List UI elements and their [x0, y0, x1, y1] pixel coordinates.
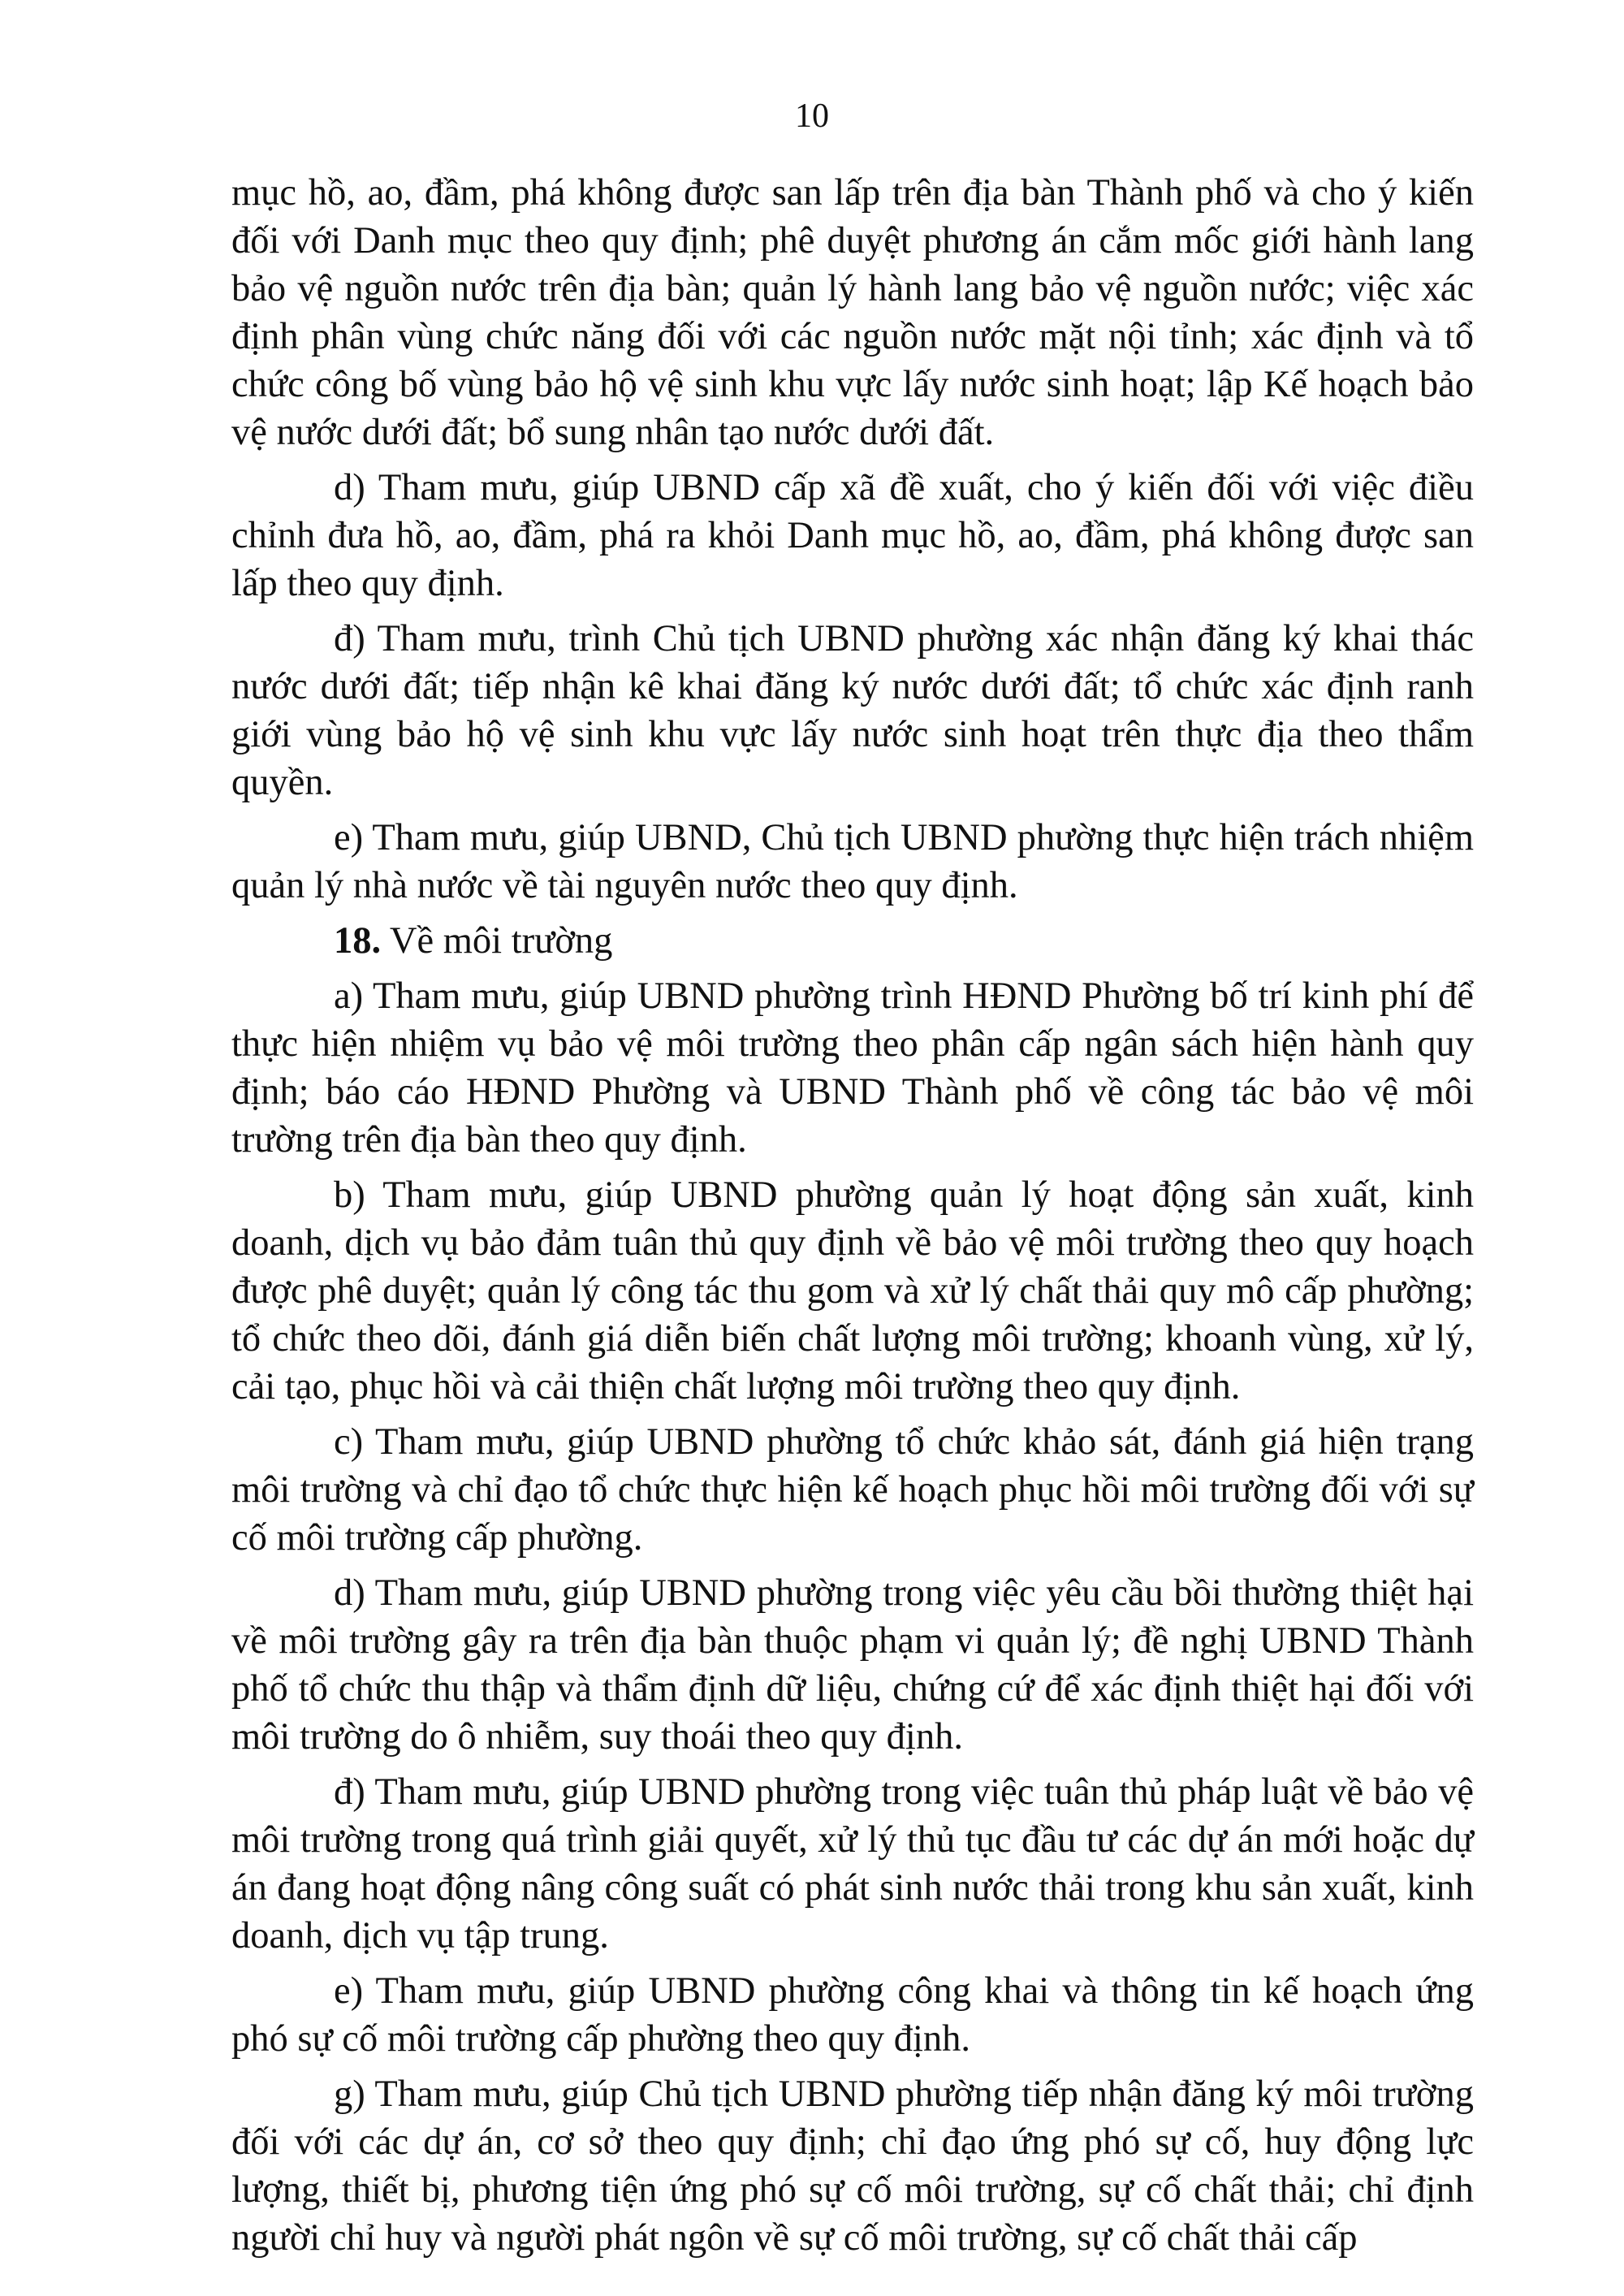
paragraph-item-e: e) Tham mưu, giúp UBND, Chủ tịch UBND phường thực hiện trách nhiệm quản lý nhà nước về tài nguyên nước theo quy định.: [231, 817, 1474, 906]
section-title: Về môi trường: [381, 920, 613, 962]
section-heading-18: [231, 917, 1474, 965]
paragraph-env-a: a) Tham mưu, giúp UBND phường trình HĐND Phường bố trí kinh phí để thực hiện nhiệm vụ bảo vệ môi trường theo phân cấp ngân sách hiện hành quy định; báo cáo HĐND Phường và UBND Thành phố về công tác bảo vệ môi trường trên địa bàn theo quy định.: [231, 975, 1474, 1161]
paragraph-env-dd: đ) Tham mưu, giúp UBND phường trong việc tuân thủ pháp luật về bảo vệ môi trường trong quá trình giải quyết, xử lý thủ tục đầu tư các dự án mới hoặc dự án đang hoạt động nâng công suất có phát sinh nước thải trong khu sản xuất, kinh doanh, dịch vụ tập trung.: [231, 1771, 1474, 1957]
paragraph-item-dd: đ) Tham mưu, trình Chủ tịch UBND phường xác nhận đăng ký khai thác nước dưới đất; tiếp nhận kê khai đăng ký nước dưới đất; tổ chức xác định ranh giới vùng bảo hộ vệ sinh khu vực lấy nước sinh hoạt trên thực địa theo thẩm quyền.: [231, 618, 1474, 803]
section-number: 18.: [334, 920, 382, 962]
paragraph-env-g: g) Tham mưu, giúp Chủ tịch UBND phường tiếp nhận đăng ký môi trường đối với các dự án, cơ sở theo quy định; chỉ đạo ứng phó sự cố, huy động lực lượng, thiết bị, phương tiện ứng phó sự cố môi trường, sự cố chất thải; chỉ định người chỉ huy và người phát ngôn về sự cố môi trường, sự cố chất thải cấp: [231, 2073, 1474, 2259]
paragraph-env-e: e) Tham mưu, giúp UBND phường công khai và thông tin kế hoạch ứng phó sự cố môi trường cấp phường theo quy định.: [231, 1970, 1474, 2060]
paragraph-continuation: mục hồ, ao, đầm, phá không được san lấp trên địa bàn Thành phố và cho ý kiến đối với Danh mục theo quy định; phê duyệt phương án cắm mốc giới hành lang bảo vệ nguồn nước trên địa bàn; quản lý hành lang bảo vệ nguồn nước; việc xác định phân vùng chức năng đối với các nguồn nước mặt nội tỉnh; xác định và tổ chức công bố vùng bảo hộ vệ sinh khu vực lấy nước sinh hoạt; lập Kế hoạch bảo vệ nước dưới đất; bổ sung nhân tạo nước dưới đất.: [231, 172, 1474, 453]
paragraph-env-c: c) Tham mưu, giúp UBND phường tổ chức khảo sát, đánh giá hiện trạng môi trường và chỉ đạo tổ chức thực hiện kế hoạch phục hồi môi trường đối với sự cố môi trường cấp phường.: [231, 1421, 1474, 1559]
paragraph-env-d: d) Tham mưu, giúp UBND phường trong việc yêu cầu bồi thường thiệt hại về môi trường gây ra trên địa bàn thuộc phạm vi quản lý; đề nghị UBND Thành phố tổ chức thu thập và thẩm định dữ liệu, chứng cứ để xác định thiệt hại đối với môi trường do ô nhiễm, suy thoái theo quy định.: [231, 1572, 1474, 1758]
paragraph-env-b: b) Tham mưu, giúp UBND phường quản lý hoạt động sản xuất, kinh doanh, dịch vụ bảo đảm tuân thủ quy định về bảo vệ môi trường theo quy hoạch được phê duyệt; quản lý công tác thu gom và xử lý chất thải quy mô cấp phường; tổ chức theo dõi, đánh giá diễn biến chất lượng môi trường; khoanh vùng, xử lý, cải tạo, phục hồi và cải thiện chất lượng môi trường theo quy định.: [231, 1174, 1474, 1407]
page-number: 10: [795, 97, 829, 135]
document-body: [231, 169, 1474, 2269]
paragraph-item-d: d) Tham mưu, giúp UBND cấp xã đề xuất, cho ý kiến đối với việc điều chỉnh đưa hồ, ao, đầm, phá ra khỏi Danh mục hồ, ao, đầm, phá không được san lấp theo quy định.: [231, 467, 1474, 604]
